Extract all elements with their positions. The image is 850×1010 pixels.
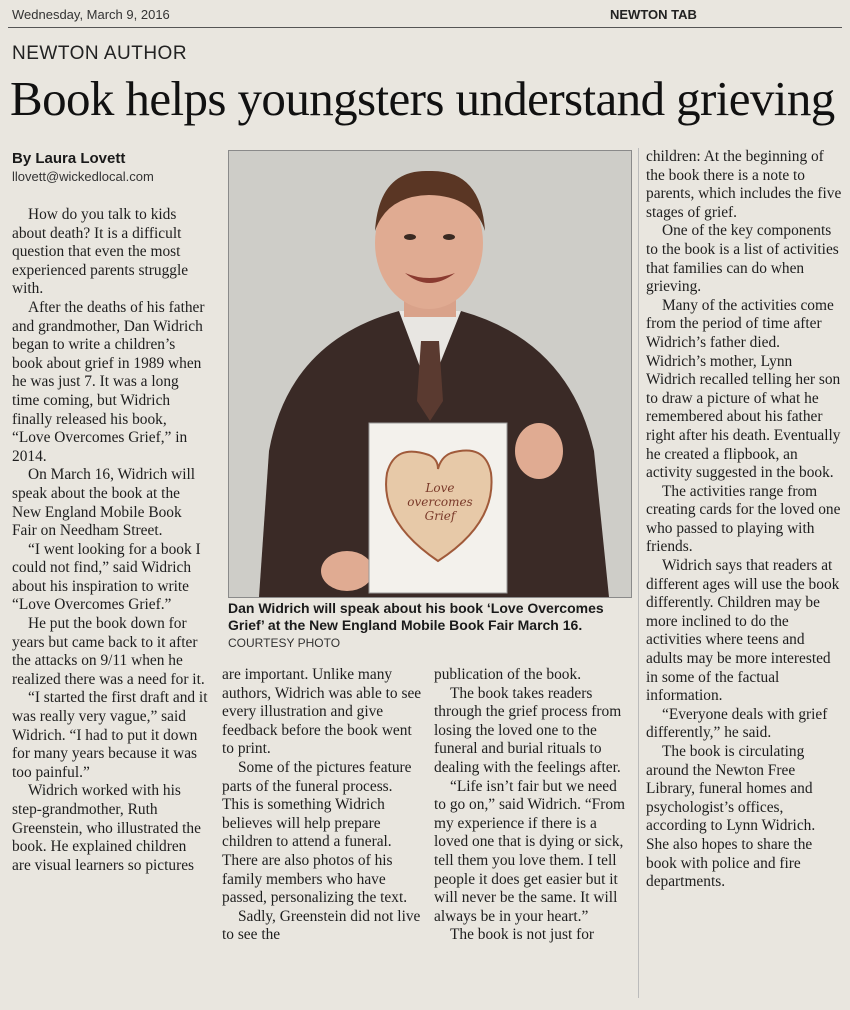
section-name: NEWTON TAB (610, 7, 697, 22)
paragraph: “I started the first draft and it was really very vague,” said Widrich. “I had to put it down for many years because it was too painful.” (12, 689, 208, 781)
column-divider (638, 148, 639, 998)
article-column-4 (646, 148, 842, 892)
book-cover-title: Love overcomes Grief (407, 481, 473, 523)
byline: By Laura Lovett (12, 150, 126, 167)
paragraph: On March 16, Widrich will speak about the book at the New England Mobile Book Fair on Needham Street. (12, 466, 196, 540)
header-rule (8, 27, 842, 28)
paragraph: Widrich worked with his step-grandmother, Ruth Greenstein, who illustrated the book. He explained children are visual learners so pictures (12, 782, 201, 874)
headline: Book helps youngsters understand grieving (10, 71, 835, 126)
paragraph: children: At the beginning of the book there is a note to parents, which includes the five stages of grief. (646, 148, 842, 221)
author-photo (228, 150, 632, 598)
paragraph: One of the key components to the book is a list of activities that families can do when grieving. (646, 222, 839, 296)
paragraph: The book is not just for (450, 926, 595, 944)
article-column-2 (222, 666, 422, 945)
paragraph: publication of the book. (434, 666, 582, 683)
paragraph: “I went looking for a book I could not find,” said Widrich about his inspiration to write “Love Overcomes Grief.” (12, 540, 201, 614)
paragraph: How do you talk to kids about death? It is a difficult question that even the most experienced parents struggle with. (12, 206, 189, 298)
kicker: NEWTON AUTHOR (12, 43, 188, 64)
paragraph: The book takes readers through the grief process from losing the loved one to the funeral and burial rituals to dealing with the feelings after. (434, 684, 622, 776)
photo-caption (228, 600, 638, 652)
paragraph: Sadly, Greenstein did not live to see the (222, 907, 421, 944)
article-column-1 (12, 206, 208, 875)
paragraph: Many of the activities come from the period of time after Widrich’s father died. Widrich’s mother, Lynn Widrich recalled telling her son to draw a picture of what he remembered about his father right after his death. Eventually he created a flipbook, an activity suggested in the book. (646, 296, 841, 482)
paragraph: “Life isn’t fair but we need to go on,” said Widrich. “From my experience if there is a loved one that is dying or sick, tell them you love them. I tell people it does get easier but it will never be the same. It will always be in your heart.” (434, 777, 626, 925)
photo-illustration (229, 151, 631, 597)
paragraph: The activities range from creating cards for the loved one who passed to playing with friends. (646, 482, 841, 556)
author-email: llovett@wickedlocal.com (12, 169, 154, 184)
paragraph: The book is circulating around the Newton Free Library, funeral homes and psychologist’s offices, according to Lynn Widrich. She also hopes to share the book with police and fire departments. (646, 743, 816, 891)
paragraph: He put the book down for years but came back to it after the attacks on 9/11 when he realized there was a need for it. (12, 615, 205, 688)
caption-text: Dan Widrich will speak about his book ‘Love Overcomes Grief’ at the New England Mobile Book Fair March 16. (228, 600, 604, 633)
paragraph: are important. Unlike many authors, Widrich was able to see every illustration and give feedback before the book went to print. (222, 666, 422, 758)
photo-credit: COURTESY PHOTO (228, 636, 341, 650)
paragraph: “Everyone deals with grief differently,” he said. (646, 705, 828, 742)
article-column-3 (434, 666, 630, 945)
paragraph: Widrich says that readers at different ages will use the book differently. Children may be more inclined to do the activities where teens and adults may be more interested in some of the factual information. (646, 557, 840, 705)
paragraph: After the deaths of his father and grandmother, Dan Widrich began to write a children’s book about grief in 1989 when he was just 7. It was a long time coming, but Widrich finally released his book, “Love Overcomes Grief,” in 2014. (12, 298, 205, 465)
paragraph: Some of the pictures feature parts of the funeral process. This is something Widrich believes will help prepare children to attend a funeral. There are also photos of his family members who have passed, personalizing the text. (222, 758, 412, 907)
issue-date: Wednesday, March 9, 2016 (12, 7, 170, 22)
